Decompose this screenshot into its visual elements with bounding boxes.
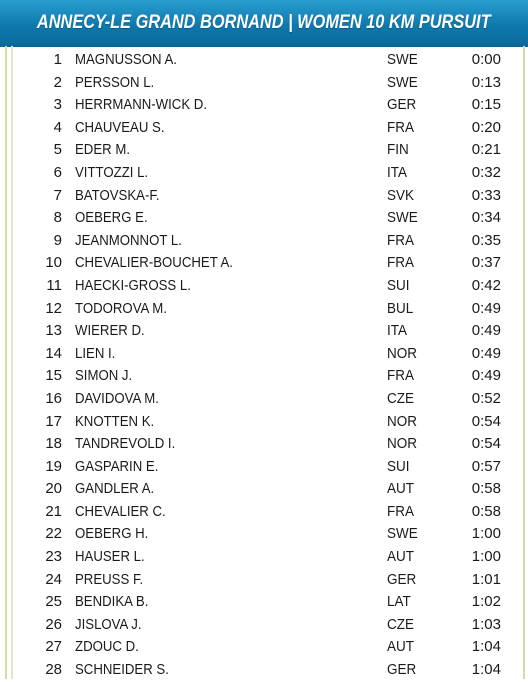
- athlete-name: LIEN I.: [75, 344, 116, 362]
- athlete-name: ZDOUC D.: [75, 638, 139, 656]
- nation-code: NOR: [387, 344, 418, 362]
- athlete-name: HERRMANN-WICK D.: [75, 96, 207, 114]
- nation-code: FRA: [387, 118, 414, 136]
- result-row: [0, 456, 528, 479]
- result-row: [0, 207, 528, 230]
- result-row: [0, 411, 528, 434]
- rank-cell: 4: [53, 118, 62, 136]
- result-row: [0, 94, 528, 117]
- athlete-name: PREUSS F.: [75, 570, 144, 588]
- athlete-name: VITTOZZI L.: [75, 163, 149, 181]
- rank-cell: 18: [45, 435, 62, 453]
- athlete-name: CHEVALIER C.: [75, 502, 166, 520]
- athlete-name: WIERER D.: [75, 322, 145, 340]
- nation-code: AUT: [387, 638, 414, 656]
- athlete-name: JISLOVA J.: [75, 615, 142, 633]
- time-behind: 0:54: [471, 435, 501, 453]
- result-row: [0, 139, 528, 162]
- time-behind: 0:49: [471, 367, 501, 385]
- rank-cell: 9: [53, 231, 62, 249]
- rank-cell: 28: [45, 661, 62, 679]
- athlete-name: SIMON J.: [75, 367, 133, 385]
- nation-code: AUT: [387, 480, 414, 498]
- athlete-name: JEANMONNOT L.: [75, 231, 182, 249]
- nation-code: SUI: [387, 457, 410, 475]
- result-row: [0, 546, 528, 569]
- result-row: [0, 343, 528, 366]
- rank-cell: 19: [45, 457, 62, 475]
- time-behind: 1:00: [471, 548, 501, 566]
- result-row: [0, 72, 528, 95]
- athlete-name: OEBERG E.: [75, 209, 148, 227]
- time-behind: 0:21: [471, 141, 501, 159]
- time-behind: 0:54: [471, 412, 501, 430]
- rank-cell: 17: [45, 412, 62, 430]
- nation-code: CZE: [387, 389, 414, 407]
- nation-code: ITA: [387, 322, 408, 340]
- result-row: [0, 433, 528, 456]
- time-behind: 1:04: [471, 661, 501, 679]
- time-behind: 1:03: [471, 615, 501, 633]
- nation-code: GER: [387, 661, 417, 679]
- results-list: [0, 49, 528, 682]
- nation-code: SVK: [387, 186, 415, 204]
- result-row: [0, 501, 528, 524]
- nation-code: SWE: [387, 51, 418, 68]
- result-row: [0, 636, 528, 659]
- rank-cell: 24: [45, 570, 62, 588]
- athlete-name: CHAUVEAU S.: [75, 118, 165, 136]
- athlete-name: TODOROVA M.: [75, 299, 167, 317]
- page-title: ANNECY-LE GRAND BORNAND | WOMEN 10 KM PURSUIT: [37, 12, 491, 33]
- rank-cell: 23: [45, 548, 62, 566]
- header-banner: [0, 0, 528, 47]
- nation-code: CZE: [387, 615, 414, 633]
- time-behind: 1:04: [471, 638, 501, 656]
- athlete-name: KNOTTEN K.: [75, 412, 155, 430]
- time-behind: 0:00: [471, 51, 501, 68]
- rank-cell: 8: [53, 209, 62, 227]
- nation-code: NOR: [387, 412, 418, 430]
- result-row: [0, 275, 528, 298]
- result-row: [0, 230, 528, 253]
- time-behind: 0:49: [471, 344, 501, 362]
- nation-code: FRA: [387, 502, 414, 520]
- rank-cell: 21: [45, 502, 62, 520]
- result-row: [0, 614, 528, 637]
- nation-code: LAT: [387, 593, 411, 611]
- time-behind: 0:13: [471, 73, 501, 91]
- rank-cell: 13: [45, 322, 62, 340]
- result-row: [0, 388, 528, 411]
- nation-code: BUL: [387, 299, 414, 317]
- result-row: [0, 320, 528, 343]
- athlete-name: PERSSON L.: [75, 73, 155, 91]
- rank-cell: 5: [53, 141, 62, 159]
- rank-cell: 2: [53, 73, 62, 91]
- athlete-name: HAECKI-GROSS L.: [75, 276, 191, 294]
- result-row: [0, 117, 528, 140]
- time-behind: 0:32: [471, 163, 501, 181]
- result-row: [0, 478, 528, 501]
- result-row: [0, 591, 528, 614]
- athlete-name: SCHNEIDER S.: [75, 661, 169, 679]
- time-behind: 0:57: [471, 457, 501, 475]
- time-behind: 0:49: [471, 299, 501, 317]
- nation-code: AUT: [387, 548, 414, 566]
- time-behind: 1:00: [471, 525, 501, 543]
- time-behind: 0:52: [471, 389, 501, 407]
- result-row: [0, 185, 528, 208]
- result-row: [0, 162, 528, 185]
- athlete-name: HAUSER L.: [75, 548, 145, 566]
- time-behind: 0:37: [471, 254, 501, 272]
- time-behind: 0:49: [471, 322, 501, 340]
- athlete-name: CHEVALIER-BOUCHET A.: [75, 254, 233, 272]
- nation-code: FRA: [387, 254, 414, 272]
- rank-cell: 15: [45, 367, 62, 385]
- athlete-name: TANDREVOLD I.: [75, 435, 176, 453]
- nation-code: ITA: [387, 163, 408, 181]
- time-behind: 0:58: [471, 502, 501, 520]
- result-row: [0, 252, 528, 275]
- nation-code: GER: [387, 96, 417, 114]
- rank-cell: 7: [53, 186, 62, 204]
- rank-cell: 12: [45, 299, 62, 317]
- nation-code: FRA: [387, 367, 414, 385]
- result-row: [0, 523, 528, 546]
- athlete-name: DAVIDOVA M.: [75, 389, 159, 407]
- time-behind: 0:34: [471, 209, 501, 227]
- time-behind: 0:35: [471, 231, 501, 249]
- nation-code: NOR: [387, 435, 418, 453]
- rank-cell: 22: [45, 525, 62, 543]
- nation-code: GER: [387, 570, 417, 588]
- result-row: [0, 298, 528, 321]
- athlete-name: GANDLER A.: [75, 480, 155, 498]
- rank-cell: 6: [53, 163, 62, 181]
- athlete-name: EDER M.: [75, 141, 131, 159]
- rank-cell: 25: [45, 593, 62, 611]
- nation-code: SWE: [387, 209, 418, 227]
- rank-cell: 20: [45, 480, 62, 498]
- athlete-name: OEBERG H.: [75, 525, 149, 543]
- rank-cell: 16: [45, 389, 62, 407]
- result-row: [0, 365, 528, 388]
- result-row: [0, 49, 528, 72]
- time-behind: 1:02: [471, 593, 501, 611]
- time-behind: 0:15: [471, 96, 501, 114]
- rank-cell: 27: [45, 638, 62, 656]
- nation-code: FIN: [387, 141, 409, 159]
- athlete-name: BENDIKA B.: [75, 593, 149, 611]
- nation-code: SWE: [387, 73, 418, 91]
- result-row: [0, 659, 528, 682]
- rank-cell: 11: [46, 276, 62, 294]
- athlete-name: MAGNUSSON A.: [75, 51, 177, 68]
- time-behind: 0:20: [471, 118, 501, 136]
- time-behind: 0:58: [471, 480, 501, 498]
- rank-cell: 10: [45, 254, 62, 272]
- time-behind: 1:01: [471, 570, 501, 588]
- result-row: [0, 569, 528, 592]
- rank-cell: 3: [53, 96, 62, 114]
- nation-code: SWE: [387, 525, 418, 543]
- time-behind: 0:42: [471, 276, 501, 294]
- rank-cell: 1: [53, 51, 62, 68]
- rank-cell: 14: [45, 344, 62, 362]
- nation-code: FRA: [387, 231, 414, 249]
- athlete-name: BATOVSKA-F.: [75, 186, 160, 204]
- nation-code: SUI: [387, 276, 410, 294]
- rank-cell: 26: [45, 615, 62, 633]
- time-behind: 0:33: [471, 186, 501, 204]
- athlete-name: GASPARIN E.: [75, 457, 159, 475]
